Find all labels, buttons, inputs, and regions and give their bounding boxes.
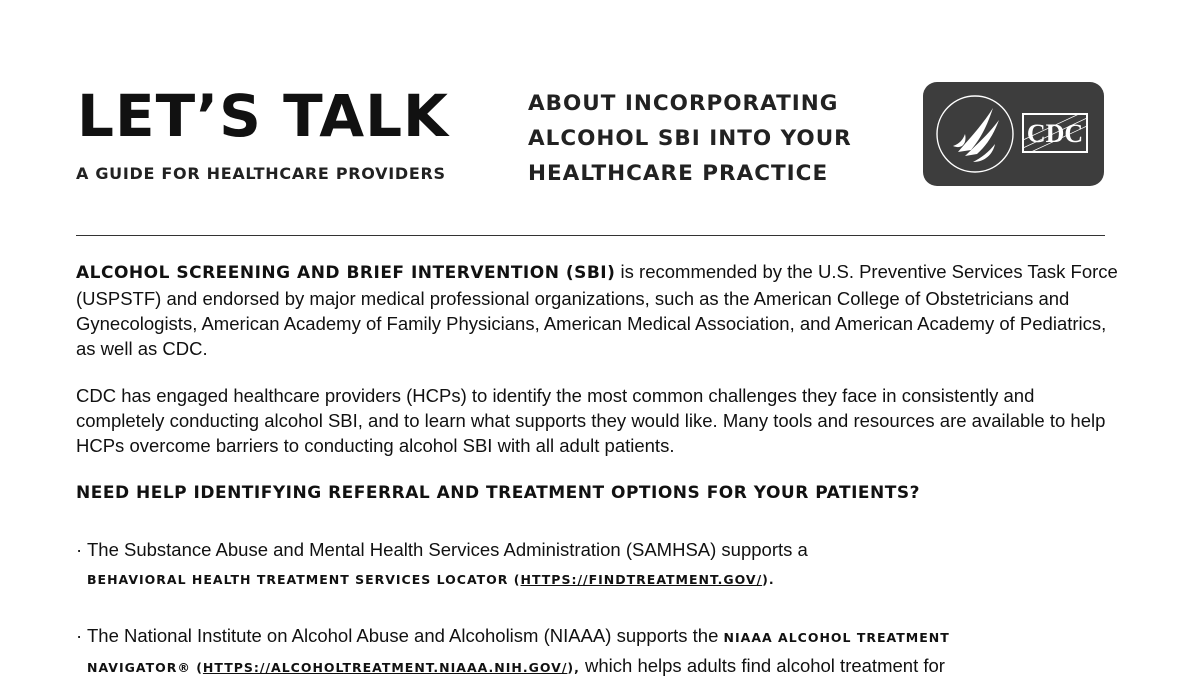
cdc-hhs-logo [923,82,1104,186]
bullet-marker: · [76,625,83,646]
about-line-2: ALCOHOL SBI INTO YOUR [528,126,852,151]
challenges-paragraph: CDC has engaged healthcare providers (HCPs) to identify the most common challenges they face in consistently and completely conducting alcohol SBI, and to learn what supports they would like. Many tools and resources are available to help HCPs overcome barriers to conducting alcohol SBI with all adult patients. [76,385,1106,456]
cdc-mark-icon [1023,114,1087,152]
bullet-text: The National Institute on Alcohol Abuse and Alcoholism (NIAAA) supports the [82,625,724,646]
findtreatment-link[interactable]: HTTPS://FINDTREATMENT.GOV/ [520,572,763,587]
resource-close: ). [762,572,775,587]
bullet-text: The Substance Abuse and Mental Health Services Administration (SAMHSA) supports a [82,539,808,560]
list-item [76,622,1136,682]
alcoholtreatment-link[interactable]: HTTPS://ALCOHOLTREATMENT.NIAAA.NIH.GOV/ [202,660,568,675]
about-heading [528,86,852,191]
hhs-seal-icon [937,96,1013,172]
intro-lead: ALCOHOL SCREENING AND BRIEF INTERVENTION (SBI) [76,263,616,283]
bullet-tail: which helps adults find alcohol treatment for [579,655,945,676]
resource-close: ), [567,660,580,675]
about-line-1: ABOUT INCORPORATING [528,91,839,116]
logo-text: CDC [1026,119,1084,148]
list-item [76,536,1136,594]
resource-label: BEHAVIORAL HEALTH TREATMENT SERVICES LOCATOR ( [87,572,521,587]
about-line-3: HEALTHCARE PRACTICE [528,161,829,186]
intro-body: is recommended by the U.S. Preventive Services Task Force (USPSTF) and endorsed by major medical professional organizations, such as the American College of Obstetricians and Gynecologists, American Academy of Family Physicians, American Medical Association, and American Academy of Pediatrics, as well as CDC. [76,261,1118,359]
header-divider [76,235,1105,236]
section-heading: NEED HELP IDENTIFYING REFERRAL AND TREATMENT OPTIONS FOR YOUR PATIENTS? [76,483,920,503]
resource-label: NIAAA ALCOHOL TREATMENT [723,630,950,645]
page-title: LET’S TALK [77,82,449,150]
bullet-marker: · [76,539,83,560]
page-subtitle: A GUIDE FOR HEALTHCARE PROVIDERS [76,164,446,183]
resource-label-cont: NAVIGATOR® ( [87,660,203,675]
intro-paragraph [76,259,1126,361]
